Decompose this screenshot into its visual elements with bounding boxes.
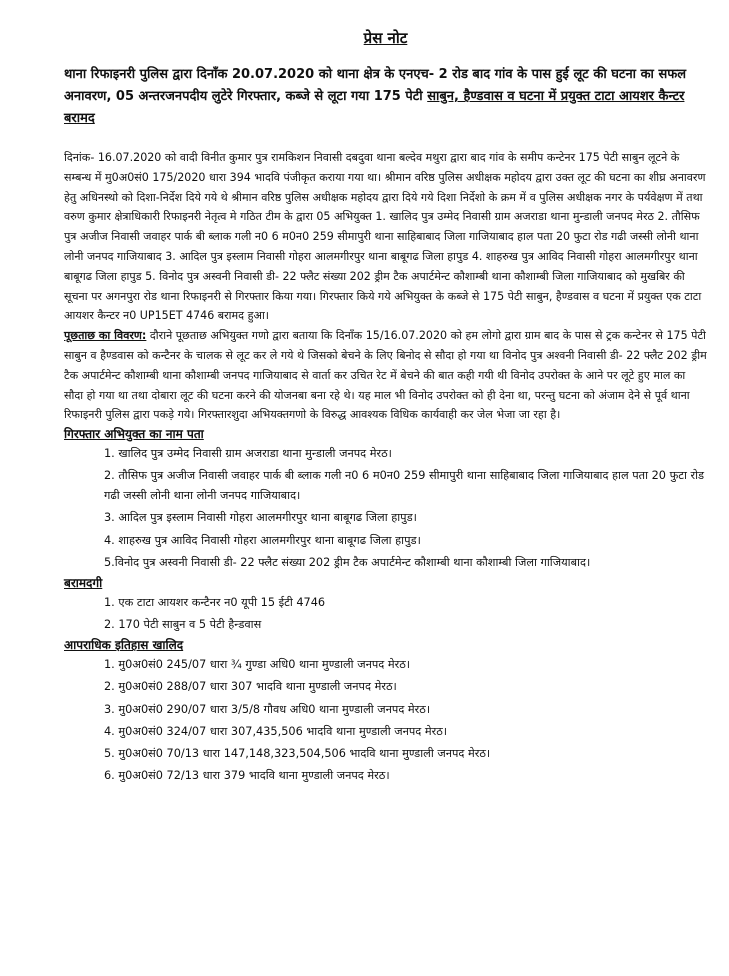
arrested-section [64,425,707,574]
arrested-heading: गिरफ्तार अभियुक्त का नाम पता [64,427,204,442]
list-item: 4. शाहरुख पुत्र आविद निवासी गोहरा आलमगीरपुर थाना बाबूगढ जिला हापुड। [104,533,421,547]
history-list [64,654,707,787]
interrogation-paragraph [64,326,707,425]
page-title: प्रेस नोट [363,29,408,47]
list-item: 2. तौसिफ पुत्र अजीज निवासी जवाहर पार्क बी ब्लाक गली न0 6 म0न0 259 सीमापुरी थाना साहिबाबाद जिला गाजियाबाद हाल पता 20 फुटा रोड गढी जस्सी लोनी थाना लोनी जनपद गाजियाबाद। [104,469,705,503]
history-section [64,636,707,787]
list-item: 1. एक टाटा आयशर कन्टैनर न0 यूपी 15 ईटी 4746 [104,595,326,609]
headline-text: थाना रिफाइनरी पुलिस द्वारा दिनाँक 20.07.2020 को थाना क्षेत्र के एनएच- 2 रोड बाद गांव के पास हुई लूट की घटना का सफल अनावरण, 05 अन्तरजनपदीय लुटेरे गिरफ्तार, कब्जे से लूटा गया 175 पेटी [64,67,687,104]
arrested-list [64,443,707,574]
list-item: 1. खालिद पुत्र उम्मेद निवासी ग्राम अजराडा थाना मुन्डाली जनपद मेरठ। [104,447,392,461]
list-item: 3. मु0अ0सं0 290/07 धारा 3/5/8 गौवध अधि0 थाना मुण्डाली जनपद मेरठ। [104,702,431,716]
list-item: 2. 170 पेटी साबुन व 5 पेटी हैन्डवास [104,617,262,631]
body-paragraph: दिनांक- 16.07.2020 को वादी विनीत कुमार पुत्र रामकिशन निवासी दबदुवा थाना बल्देव मथुरा द्वारा बाद गांव के समीप कन्टेनर 175 पेटी साबुन लूटने के सम्बन्ध में मु0अ0सं0 175/2020 धारा 394 भादवि पंजीकृत कराया गया था। श्रीमान वरिष्ठ पुलिस अधीक्षक महोदय द्वारा उक्त लूट की घटना का शीघ्र अनावरण हेतु अधिनस्थो को दिशा-निर्देश दिये गये थे श्रीमान वरिष्ठ पुलिस अधीक्षक महोदय द्वारा दिये गये दिशा निर्देशो के क्रम में व पुलिस अधीक्षक नगर के पर्यवेक्षण में तथा वरुण कुमार क्षेत्राधिकारी रिफाइनरी नेतृत्व मे गठित टीम के द्वारा 05 अभियुक्त 1. खालिद पुत्र उम्मेद निवासी ग्राम अजराडा थाना मुन्डाली जनपद मेरठ 2. तौसिफ पुत्र अजीज निवासी जवाहर पार्क बी ब्लाक गली न0 6 म0न0 259 सीमापुरी थाना साहिबाबाद जिला गाजियाबाद हाल पता 20 फुटा रोड गढी जस्सी लोनी थाना लोनी जनपद गाजियाबाद 3. आदिल पुत्र इस्लाम निवासी गोहरा आलमगीरपुर थाना बाबूगढ जिला हापुड 4. शाहरुख पुत्र आविद निवासी गोहरा आलमगीरपुर थाना बाबूगढ जिला हापुड 5. विनोद पुत्र अस्वनी निवासी डी- 22 फ्लैट संख्या 202 ड्रीम टैक अपार्टमेन्ट कौशाम्बी थाना कौशाम्बी जिला गाजियाबाद को मुखबिर की सूचना पर अगनपुरा रोड थाना रिफाइनरी से गिरफ्तार किया गया। गिरफ्तार किये गये अभियुक्त के कब्जे से 175 पेटी साबुन, हैण्डवास व घटना में प्रयुक्त एक टाटा आयशर कैन्टर न0 UP15ET 4746 बरामद हुआ। [64,151,706,323]
list-item: 6. मु0अ0सं0 72/13 धारा 379 भादवि थाना मुण्डाली जनपद मेरठ। [104,769,390,783]
list-item: 2. मु0अ0सं0 288/07 धारा 307 भादवि थाना मुण्डाली जनपद मेरठ। [104,680,397,694]
list-item: 1. मु0अ0सं0 245/07 धारा ¾ गुण्डा अधि0 थाना मुण्डाली जनपद मेरठ। [104,658,411,672]
headline [64,64,707,130]
list-item: 3. आदिल पुत्र इस्लाम निवासी गोहरा आलमगीरपुर थाना बाबूगढ जिला हापुड। [104,511,417,525]
headline-underlined-text: साबुन, हैण्डवास व घटना में प्रयुक्त टाटा आयशर कैन्टर बरामद [64,89,685,126]
recovery-list [64,592,707,636]
recovery-section [64,574,707,636]
list-item: 5. मु0अ0सं0 70/13 धारा 147,148,323,504,506 भादवि थाना मुण्डाली जनपद मेरठ। [104,746,491,760]
list-item: 4. मु0अ0सं0 324/07 धारा 307,435,506 भादवि थाना मुण्डाली जनपद मेरठ। [104,724,448,738]
interrogation-text: दौराने पूछताछ अभियुक्त गणो द्वारा बताया कि दिनाँक 15/16.07.2020 को हम लोगो द्वारा ग्राम बाद के पास से ट्रक कन्टेनर से 175 पेटी साबुन व हैण्डवास को कन्टैनर के चालक से लूट कर ले गये थे जिसको बेचने के लिए बिनोद से सौदा हो गया था विनोद पुत्र अश्वनी निवासी डी- 22 फ्लैट 202 ड्रीम टैक अपार्टमेन्ट कौशाम्बी थाना कौशाम्बी जनपद गाजियाबाद से वार्ता कर उचित रेट में बेचने की बात कही गयी थी विनोद उपरोक्त के आने पर लूटे हुए माल का सौदा हो गया था तथा दोबारा लूट की घटना करने की योजनबा बना रहे थे। यह माल भी विनोद उपरोक्त को ही देना था, परन्तु घटना को अंजाम देने से पूर्व थाना रिफाइनरी पुलिस द्वारा पकड़े गये। गिरफ्तारशुदा अभियक्तगणो के विरुद्ध आवश्यक विधिक कार्यवाही कर जेल भेजा जा रहा है। [64,329,707,422]
history-heading: आपराधिक इतिहास खालिद [64,638,184,653]
list-item: 5.विनोद पुत्र अस्वनी निवासी डी- 22 फ्लैट संख्या 202 ड्रीम टैक अपार्टमेन्ट कौशाम्बी थाना कौशाम्बी जिला गाजियाबाद। [104,555,591,569]
interrogation-label: पूछताछ का विवरण: [64,329,147,343]
recovery-heading: बरामदगी [64,575,103,590]
